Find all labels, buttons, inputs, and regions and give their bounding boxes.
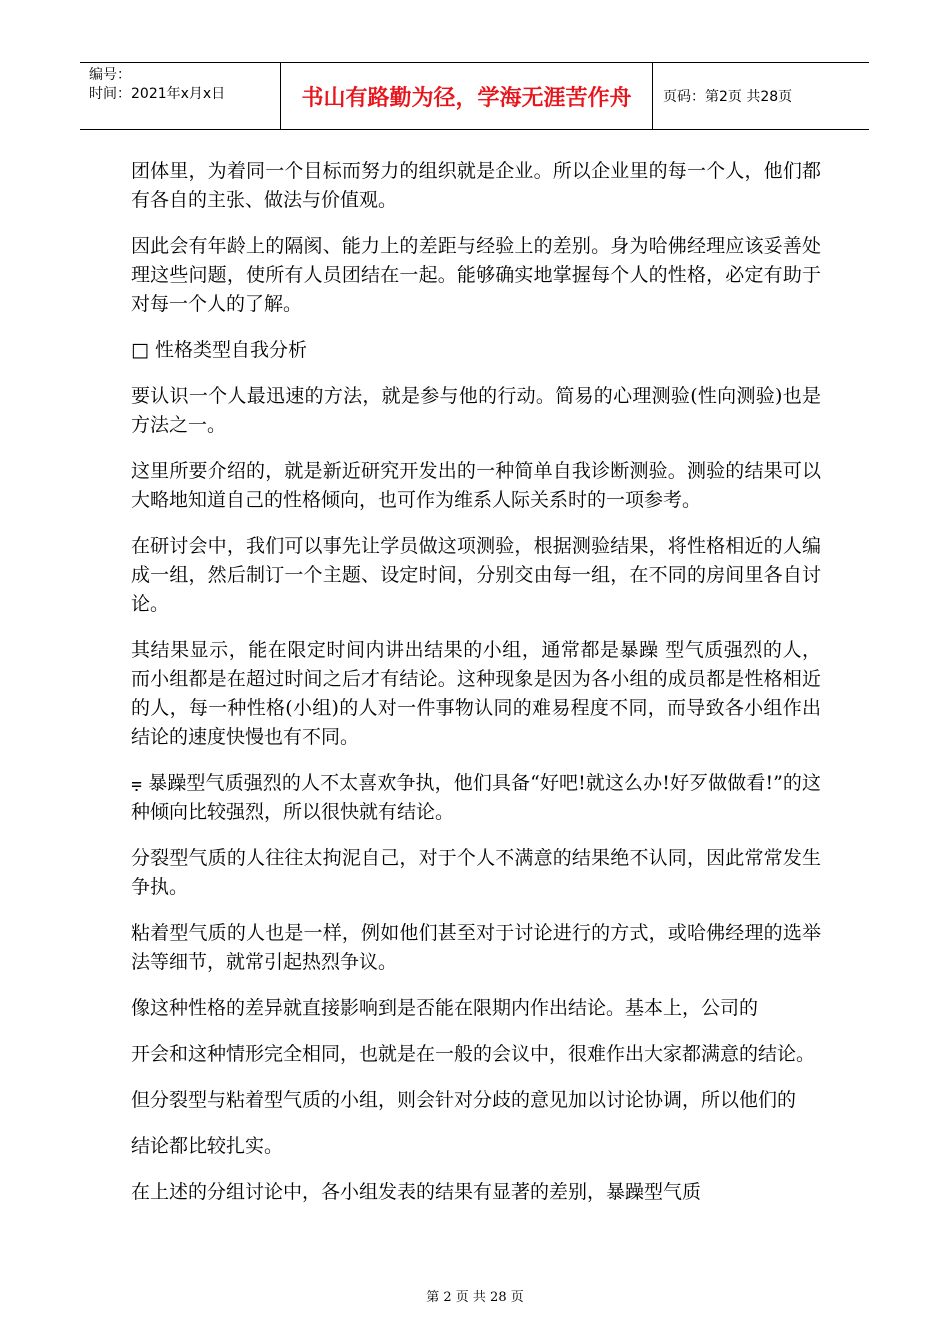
- paragraph: 在上述的分组讨论中，各小组发表的结果有显著的差别，暴躁型气质: [131, 1181, 702, 1203]
- paragraph: ⩦ 暴躁型气质强烈的人不太喜欢争执，他们具备“好吧!就这么办!好歹做做看!”的这种倾向比较强烈，所以很快就有结论。: [131, 772, 821, 823]
- paragraph: 粘着型气质的人也是一样，例如他们甚至对于讨论进行的方式，或哈佛经理的选举法等细节，就常引起热烈争议。: [131, 922, 821, 973]
- time-label: 时间：2021年x月x日: [89, 86, 226, 102]
- paragraph: 像这种性格的差异就直接影响到是否能在限期内作出结论。基本上，公司的: [131, 997, 759, 1019]
- document-body: [131, 157, 821, 1224]
- serial-label: 编号：: [89, 67, 131, 83]
- header-motto: 书山有路勤为径，学海无涯苦作舟: [281, 63, 653, 129]
- paragraph: 要认识一个人最迅速的方法，就是参与他的行动。简易的心理测验(性向测验)也是方法之一。: [131, 385, 821, 436]
- page-header: [80, 62, 869, 130]
- paragraph: 分裂型气质的人往往太拘泥自己，对于个人不满意的结果绝不认同，因此常常发生争执。: [131, 847, 821, 898]
- paragraph: 开会和这种情形完全相同，也就是在一般的会议中，很难作出大家都满意的结论。: [131, 1043, 816, 1065]
- header-meta: [80, 63, 281, 129]
- page-footer: 第 2 页 共 28 页: [426, 1290, 524, 1305]
- paragraph: 结论都比较扎实。: [131, 1135, 284, 1157]
- header-page-info: 页码：第2页 共28页: [663, 89, 793, 105]
- paragraph: 但分裂型与粘着型气质的小组，则会针对分歧的意见加以讨论协调，所以他们的: [131, 1089, 797, 1111]
- paragraph: 团体里，为着同一个目标而努力的组织就是企业。所以企业里的每一个人，他们都有各自的主张、做法与价值观。: [131, 160, 821, 211]
- paragraph: 在研讨会中，我们可以事先让学员做这项测验，根据测验结果，将性格相近的人编成一组，然后制订一个主题、设定时间，分别交由每一组，在不同的房间里各自讨论。: [131, 535, 821, 615]
- section-heading: □ 性格类型自我分析: [131, 339, 307, 361]
- paragraph: 因此会有年龄上的隔阂、能力上的差距与经验上的差别。身为哈佛经理应该妥善处理这些问题，使所有人员团结在一起。能够确实地掌握每个人的性格，必定有助于对每一个人的了解。: [131, 235, 821, 315]
- paragraph: 其结果显示，能在限定时间内讲出结果的小组，通常都是暴躁 型气质强烈的人，而小组都是在超过时间之后才有结论。这种现象是因为各小组的成员都是性格相近的人，每一种性格(小组)的人对一件事物认同的难易程度不同，而导致各小组作出结论的速度快慢也有不同。: [131, 639, 821, 748]
- paragraph: 这里所要介绍的，就是新近研究开发出的一种简单自我诊断测验。测验的结果可以大略地知道自己的性格倾向，也可作为维系人际关系时的一项参考。: [131, 460, 821, 511]
